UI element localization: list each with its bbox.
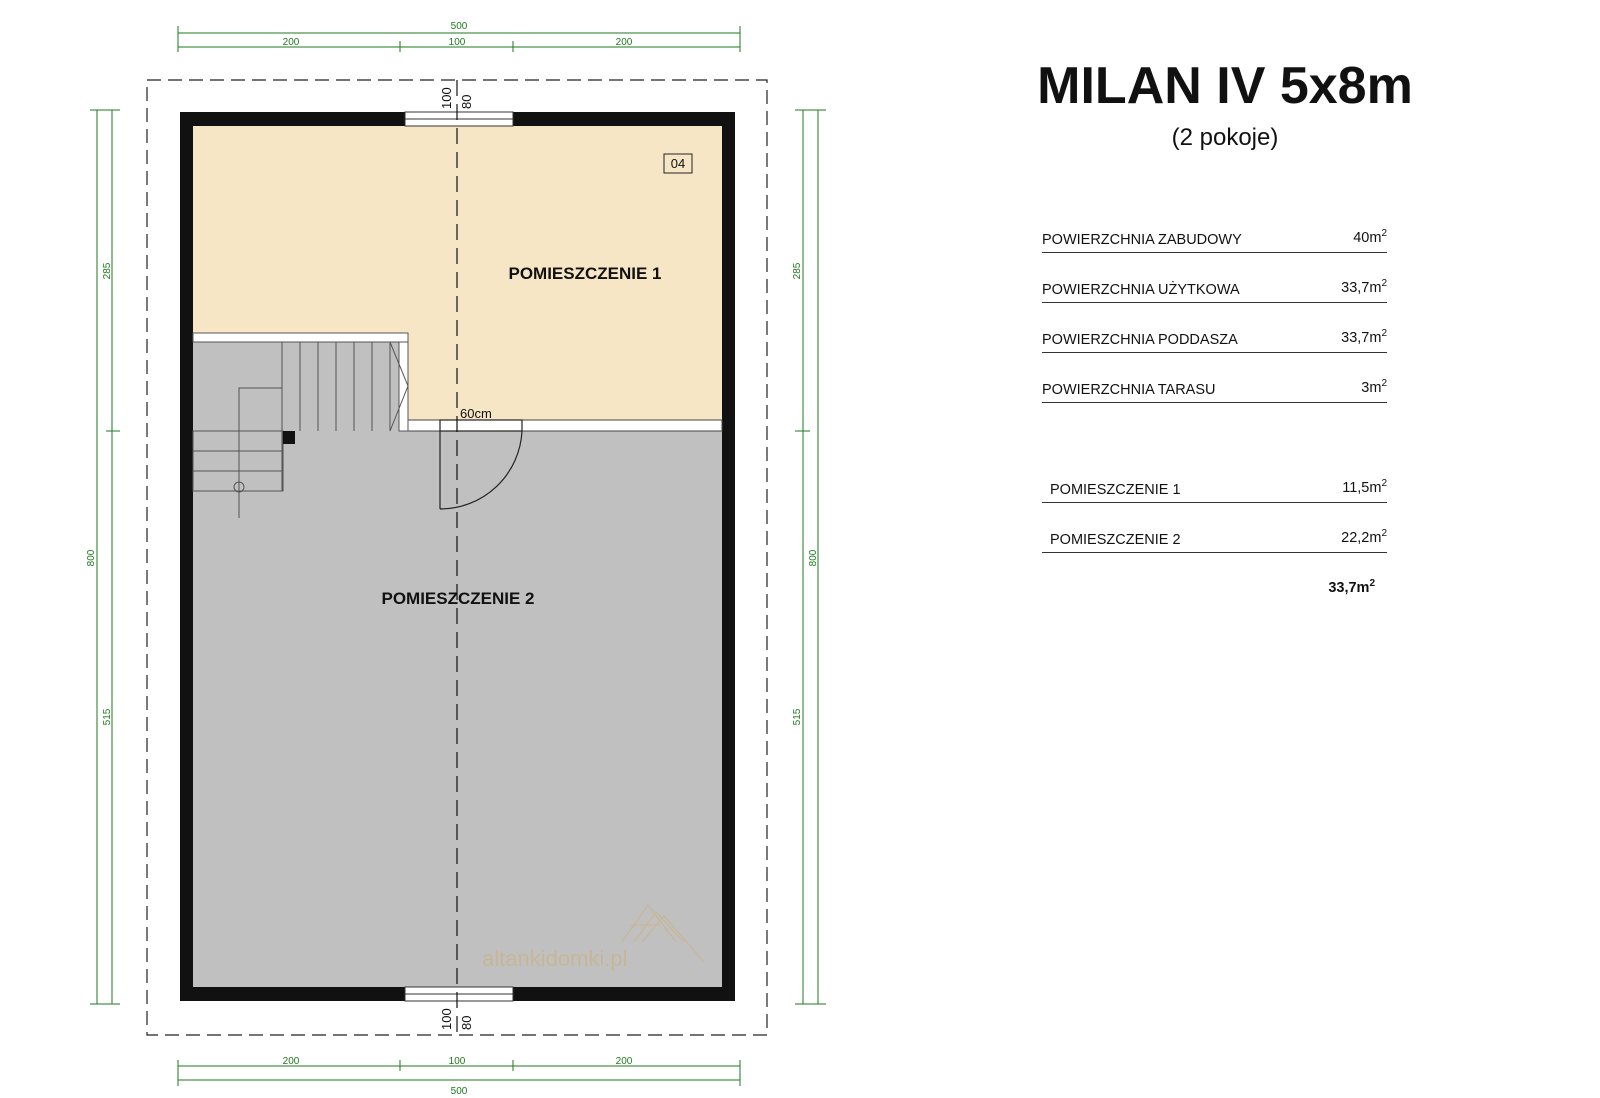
room-row-label: POMIESZCZENIE 2 xyxy=(1050,532,1181,548)
summary-value: $3m^2$ xyxy=(1361,378,1387,396)
watermark-text: altankidomki.pl xyxy=(482,946,628,971)
dim-bottom-part-2: 100 xyxy=(448,1056,466,1067)
window-top-height-label: 100 xyxy=(439,87,454,109)
summary-label: POWIERZCHNIA PODDASZA xyxy=(1042,332,1238,348)
summary-row-attic-area xyxy=(1042,322,1387,353)
dim-right-part-2: 515 xyxy=(792,708,803,726)
room-1-label: POMIESZCZENIE 1 xyxy=(508,264,662,283)
summary-row-usable-area xyxy=(1042,272,1387,303)
window-top xyxy=(405,112,513,126)
dim-bottom-part-1: 200 xyxy=(282,1056,300,1067)
room-row-label: POMIESZCZENIE 1 xyxy=(1050,482,1181,498)
room-row-1 xyxy=(1042,472,1387,503)
plan-subtitle: (2 pokoje) xyxy=(1171,124,1279,151)
room-tag: 04 xyxy=(670,156,686,171)
summary-label: POWIERZCHNIA ZABUDOWY xyxy=(1042,232,1242,248)
dim-top-part-2: 100 xyxy=(448,37,466,48)
chimney-post xyxy=(283,431,295,444)
summary-row-building-area xyxy=(1042,222,1387,253)
total-area: $33,7m^2$ xyxy=(1328,578,1375,596)
dim-top-part-1: 200 xyxy=(282,37,300,48)
summary-value: $40m^2$ xyxy=(1353,228,1387,246)
dim-top-total: 500 xyxy=(450,21,468,32)
window-bottom-height-label: 100 xyxy=(439,1008,454,1030)
summary-value: $33,7m^2$ xyxy=(1341,328,1387,346)
dim-left-total: 800 xyxy=(86,549,97,567)
window-top-sill-label: 80 xyxy=(459,94,474,109)
info-panel xyxy=(1030,57,1450,596)
plan-title: MILAN IV 5x8m xyxy=(1037,57,1413,115)
dim-left-part-1: 285 xyxy=(102,262,113,280)
room-2-label: POMIESZCZENIE 2 xyxy=(381,589,535,608)
door-width-label: 60cm xyxy=(460,406,492,421)
dim-bottom-part-3: 200 xyxy=(615,1056,633,1067)
dim-top-part-3: 200 xyxy=(615,37,633,48)
summary-label: POWIERZCHNIA TARASU xyxy=(1042,382,1216,398)
window-bottom xyxy=(405,987,513,1001)
room-row-value: $22,2m^2$ xyxy=(1341,528,1387,546)
summary-value: $33,7m^2$ xyxy=(1341,278,1387,296)
dim-right-total: 800 xyxy=(808,549,819,567)
room-row-2 xyxy=(1042,522,1387,553)
summary-label: POWIERZCHNIA UŻYTKOWA xyxy=(1042,282,1240,298)
dim-left-part-2: 515 xyxy=(102,708,113,726)
summary-row-terrace-area xyxy=(1042,372,1387,403)
dim-bottom-total: 500 xyxy=(450,1086,468,1097)
dim-right-part-1: 285 xyxy=(792,262,803,280)
window-bottom-sill-label: 80 xyxy=(459,1015,474,1030)
room-row-value: $11,5m^2$ xyxy=(1342,478,1387,496)
